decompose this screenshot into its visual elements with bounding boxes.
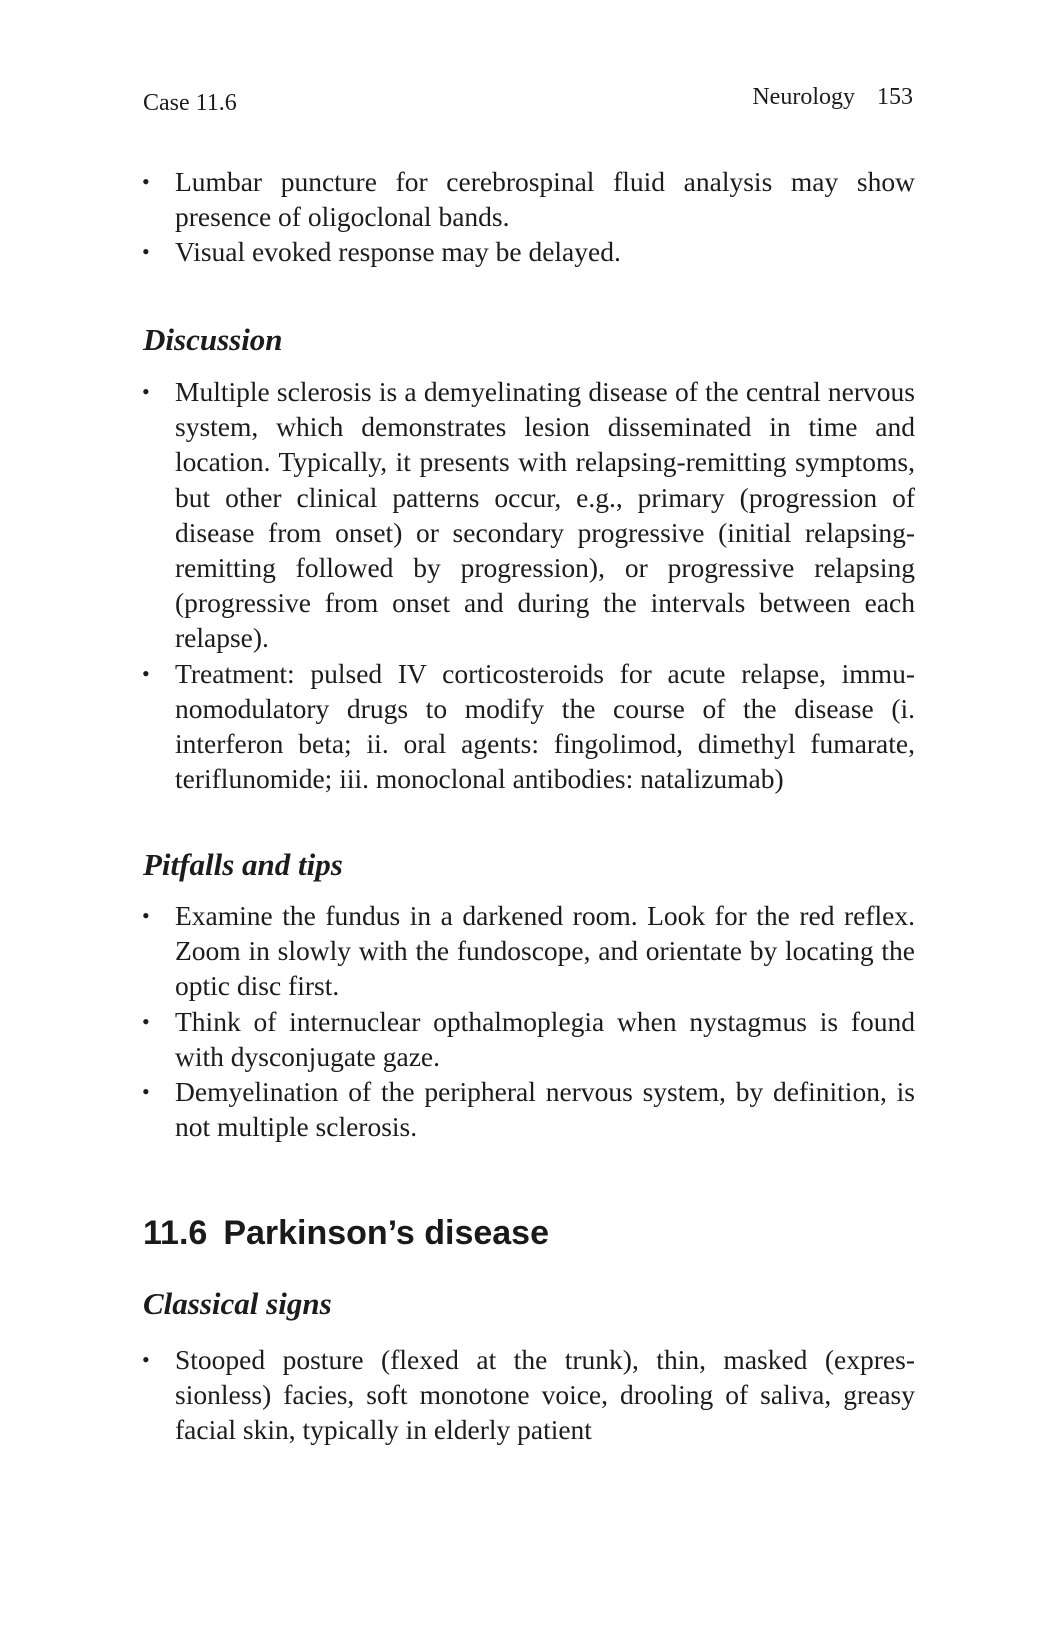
- list-item: • Think of internuclear opthalmoplegia when nystagmus is found with dysconjugate gaze.: [142, 1005, 915, 1072]
- pitfalls-heading: Pitfalls and tips: [143, 847, 343, 882]
- bullet-icon: •: [142, 239, 150, 265]
- list-item: • Lumbar puncture for cerebrospinal fluid analysis may show presence of oligoclonal bands.: [142, 166, 915, 233]
- list-item: • Examine the fundus in a darkened room. Look for the red reflex. Zoom in slowly with the fundoscope, and orientate by locating the optic disc first.: [142, 900, 915, 1002]
- section-title: [143, 1210, 549, 1256]
- case-label: Case 11.6: [143, 90, 237, 116]
- list-item: • Multiple sclerosis is a demyelinating disease of the central nervous system, which demonstrates lesion disseminated in time and location. Typically, it presents with relapsing-remitting symptoms, but other clinical patterns occur, e.g., primary (progression of disease from onset) or secondary progressive (initial relapsing-remitting followed by progression), or progressive relapsing (progressive from onset and during the intervals between each relapse).: [142, 376, 915, 654]
- list-item: • Visual evoked response may be delayed.: [140, 234, 915, 269]
- page-number: 153: [877, 84, 913, 110]
- list-item: • Stooped posture (flexed at the trunk), thin, masked (expressionless) facies, soft monotone voice, drooling of saliva, greasy facial skin, typically in elderly patient: [142, 1344, 915, 1446]
- bullet-icon: •: [142, 1347, 150, 1372]
- discussion-heading: Discussion: [143, 322, 283, 357]
- running-header: [143, 84, 913, 118]
- chapter-name: Neurology: [752, 84, 855, 110]
- bullet-icon: •: [142, 660, 150, 686]
- list-item: • Treatment: pulsed IV corticosteroids for acute relapse, immunomodulatory drugs to modify the course of the disease (i. interferon beta; ii. oral agents: fingolimod, dimethyl fumarate, teriflunomide; iii. monoclonal antibodies: natalizumab): [142, 657, 915, 795]
- intro-list: [140, 164, 915, 270]
- bullet-icon: •: [142, 169, 150, 194]
- bullet-icon: •: [142, 1008, 150, 1034]
- section-number: 11.6: [143, 1214, 208, 1252]
- discussion-list: [140, 374, 915, 796]
- pitfalls-list: [140, 898, 915, 1144]
- chapter-label: [752, 84, 913, 111]
- classical-signs-list: [140, 1342, 915, 1448]
- bullet-icon: •: [142, 1079, 150, 1105]
- list-item: • Demyelination of the peripheral nervous system, by definition, is not multiple sclerosis.: [142, 1076, 915, 1143]
- classical-signs-heading: Classical signs: [143, 1286, 332, 1321]
- bullet-icon: •: [142, 903, 150, 928]
- section-name: Parkinson’s disease: [223, 1214, 550, 1252]
- bullet-icon: •: [142, 379, 150, 404]
